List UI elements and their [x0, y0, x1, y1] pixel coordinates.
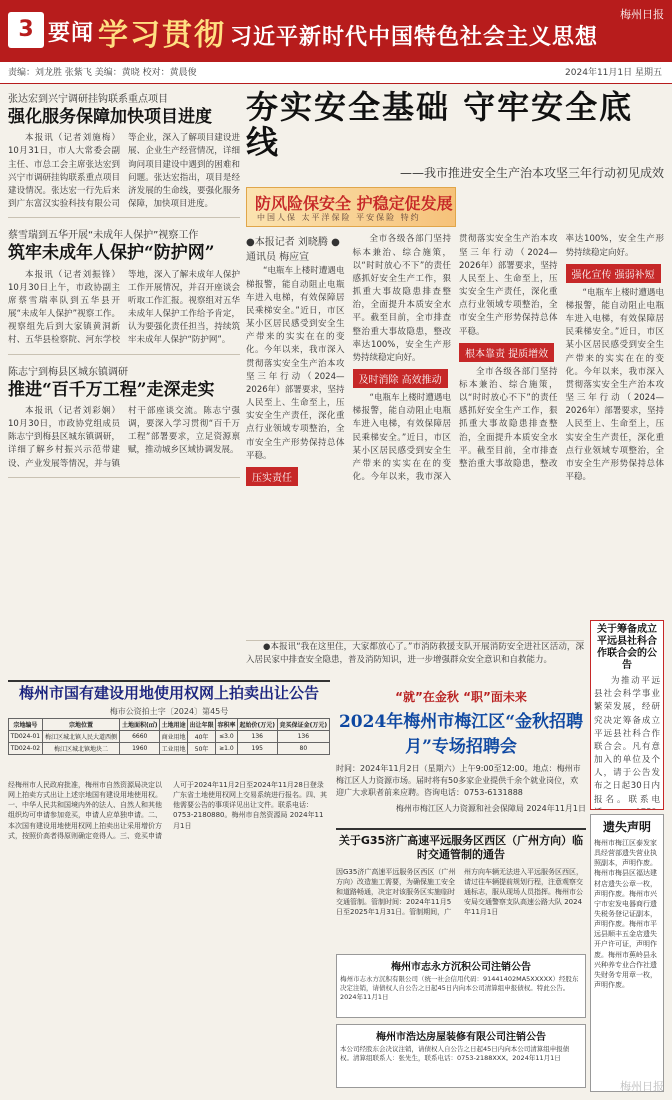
lead-byline: ●本报记者 刘晓腾 ●通讯员 梅应宣: [246, 237, 340, 264]
page-meta: [0, 62, 672, 84]
table-cell: 80: [277, 743, 329, 755]
table-header: 起始价(万元): [237, 719, 277, 731]
page-number-badge: 3: [8, 12, 44, 48]
lead-body: [246, 233, 664, 635]
table-header: 容积率: [216, 719, 238, 731]
table-header: 出让年限: [188, 719, 216, 731]
article-kicker: 蔡雪瑞到五华开展“未成年人保护”视察工作: [8, 230, 199, 242]
table-header: 土地面积(㎡): [120, 719, 160, 731]
company-notice-1[interactable]: [336, 954, 586, 1018]
table-cell: 136: [277, 731, 329, 743]
issue-date: 2024年11月1日 星期五: [565, 68, 662, 78]
table-header: 宗地编号: [9, 719, 43, 731]
article-body: 本报讯（记者刘振锋）10月30日上午，市政协副主席蔡雪瑞率队到五华县开展“未成年人保护”视察工作。视察组先后到大家镇黄洞新村、五华县检察院、河东学校等地，深入了解未成年人保护工作开展情况，并召开座谈会听取工作汇报。视察组对五华未成年人保护工作给予肯定，认为要强化责任担当，持续筑牢未成年人保护“防护网”。: [8, 269, 240, 346]
lead-paragraph: “电瓶车上楼时遭遇电梯报警，能自动阻止电瓶车进入电梯，有效保障居民乘梯安全。”近日，市区某小区居民感受到安全生产带来的实实在在的变化。今年以来，我市深入贯彻落实安全生产治本攻坚三年行动（2024—2026年）部署要求，坚持人民至上、生命至上，压实安全生产责任，深化重点行业领域专项整治，全市安全生产形势保持总体平稳。: [352, 234, 558, 483]
editors-line: 责编：刘龙胜 张紫飞 美编：黄晓 校对：黄晨俊: [8, 68, 197, 78]
lost-declarations-body: 梅州市梅江区泰发家具经营部遗失营业执照副本，声明作废。梅州市梅县区福达建材店遗失公章一枚，声明作废。梅州市兴宁市宏发电器商行遗失税务登记证副本，声明作废。梅州市平远县顺丰五金店遗失开户许可证，声明作废。梅州市蕉岭县永兴种养专业合作社遗失财务专用章一枚，声明作废。: [594, 839, 657, 989]
job-fair-issuer: 梅州市梅江区人力资源和社会保障局 2024年11月1日: [395, 804, 586, 813]
article-kicker: 陈志宁到梅县区城东镇调研: [8, 366, 128, 378]
sponsor-banner: [246, 187, 456, 227]
company-notice-title: 梅州市浩达房屋装修有限公司注销公告: [376, 1032, 546, 1043]
lead-headline[interactable]: 夯实安全基础 守牢安全底线: [246, 90, 634, 162]
table-cell: TD024-02: [9, 743, 43, 755]
article-body: 本报讯（记者刘彩娴）10月30日，市政协党组成员陈志宁到梅县区城东镇调研，详细了解乡村振兴示范带建设、产业发展等情况，并与镇村干部座谈交流。陈志宁强调，要深入学习贯彻“百千万工程”部署要求，立足资源禀赋，推动城乡区域协调发展。: [8, 405, 240, 469]
lost-declarations[interactable]: [590, 814, 664, 1092]
lost-declarations-title: 遗失声明: [602, 820, 651, 834]
table-cell: ≤3.0: [216, 731, 238, 743]
article-title[interactable]: 推进“百千万工程”走深走实: [8, 379, 215, 400]
table-header: 宗地位置: [42, 719, 120, 731]
table-row: [9, 731, 330, 743]
masthead: [0, 0, 672, 62]
job-fair-details: 时间：2024年11月2日（星期六）上午9:00至12:00。地点：梅州市梅江区人力资源市场。届时将有50多家企业提供千余个就业岗位，欢迎广大求职者前来应聘。咨询电话：0753-6131888: [336, 764, 581, 797]
committee-title: 关于筹备成立平远县社科合作联合会的公告: [597, 624, 657, 671]
lead-subhead: 根本靠责 提质增效: [459, 343, 554, 362]
traffic-notice-body: 因G35济广高速平远服务区西区（广州方向）改造施工需要，为确保施工安全和道路畅通，决定对该服务区实施临时交通管制。管制时间：2024年11月5日至2025年1月31日。管制期间，广州方向车辆无法进入平远服务区西区，请过往车辆提前规划行程，注意观察交通标志，服从现场人员指挥。梅州市公安局交通警察支队高速公路大队 2024年11月1日: [336, 867, 583, 917]
left-column: [8, 90, 240, 635]
watermark: 梅州日报: [620, 1080, 664, 1093]
table-header: 竞买保证金(万元): [277, 719, 329, 731]
table-cell: 商业用地: [160, 731, 188, 743]
table-cell: 工业用地: [160, 743, 188, 755]
article-1[interactable]: [8, 90, 240, 218]
company-notice-2[interactable]: [336, 1024, 586, 1088]
table-cell: 50年: [188, 743, 216, 755]
lead-subhead: 及时消除 高效推动: [353, 369, 448, 388]
table-cell: 195: [237, 743, 277, 755]
table-row: [9, 743, 330, 755]
sponsor-banner-tags: 中国人保 太平洋保险 平安保险 特约: [257, 213, 421, 223]
land-notice-title[interactable]: 梅州市国有建设用地使用权网上拍卖出让公告: [8, 680, 330, 706]
article-title[interactable]: 筑牢未成年人保护“防护网”: [8, 243, 215, 264]
table-header: 土地用途: [160, 719, 188, 731]
company-notice-title: 梅州市志永方沉积公司注销公告: [391, 962, 531, 973]
article-title[interactable]: 强化服务保障加快项目进度: [8, 107, 212, 127]
company-notice-body: 梅州市志永方沉积有限公司（统一社会信用代码：91441402MA5XXXXX）经股东决定注销，请债权人自公告之日起45日内向本公司清算组申报债权。特此公告。2024年11月1日: [340, 975, 579, 1002]
article-3[interactable]: [8, 363, 240, 478]
job-fair-title: 2024年梅州市梅江区“金秋招聘月”专场招聘会: [338, 712, 584, 757]
table-cell: 40年: [188, 731, 216, 743]
traffic-notice[interactable]: [336, 828, 586, 948]
lead-paragraph: “电瓶车上楼时遭遇电梯报警，能自动阻止电瓶车进入电梯，有效保障居民乘梯安全。”近日，市区某小区居民感受到安全生产带来的实实在在的变化。今年以来，我市深入贯彻落实安全生产治本攻坚三年行动（2024—2026年）部署要求，坚持人民至上、生命至上，压实安全生产责任，深化重点行业领域专项整治，全市安全生产形势保持总体平稳。: [565, 287, 664, 483]
article-body: 本报讯（记者刘施梅）10月31日，市人大常委会副主任、市总工会主席张达宏到兴宁市调研挂钩联系重点项目建设情况。张达宏一行先后来到广东富汉实验科技有限公司等企业，深入了解项目建设进展、企业生产经营情况，详细询问项目建设中遇到的困难和问题。张达宏指出，项目是经济发展的生命线，要强化服务保障，加快项目进度。: [8, 133, 240, 210]
job-fair-ad[interactable]: [336, 682, 586, 822]
lower-story: ●本报讯“我在这里住，大家都放心了。”市消防救援支队开展消防安全进社区活动，深入居民家中排查安全隐患，普及消防知识，进一步增强群众安全意识和自救能力。: [246, 640, 584, 682]
article-kicker: 张达宏到兴宁调研挂钩联系重点项目: [8, 94, 168, 105]
table-cell: ≥1.0: [216, 743, 238, 755]
table-cell: 6660: [120, 731, 160, 743]
sponsor-banner-title: 防风险保安全 护稳定促发展: [255, 194, 453, 214]
newspaper-logo: 梅州日报: [620, 8, 664, 21]
lead-body-grid: [246, 187, 664, 635]
committee-announcement[interactable]: [590, 620, 664, 810]
lead-paragraph: 全市各级各部门坚持标本兼治、综合施策，以“时时放心不下”的责任感抓好安全生产工作，狠抓重大事故隐患排查整治，全面提升本质安全水平。截至目前，全市排查整治重大事故隐患，整改率达100%，安全生产形势持续稳定向好。: [352, 234, 451, 363]
lead-subheadline: ——我市推进安全生产治本攻坚三年行动初见成效: [399, 166, 664, 181]
table-cell: TD024-01: [9, 731, 43, 743]
column-subtitle: 习近平新时代中国特色社会主义思想: [230, 25, 599, 50]
land-notice-subtitle: 梅市公资拍土字〔2024〕第45号: [109, 707, 229, 716]
lead-paragraph: “电瓶车上楼时遭遇电梯报警，能自动阻止电瓶车进入电梯，有效保障居民乘梯安全。”近日，市区某小区居民感受到安全生产带来的实实在在的变化。今年以来，我市深入贯彻落实安全生产治本攻坚三年行动（2024—2026年）部署要求，坚持人民至上、生命至上，压实安全生产责任，深化重点行业领域专项整治，全市安全生产形势保持总体平稳。: [246, 266, 345, 461]
table-header-row: [9, 719, 330, 731]
column-title: 学习贯彻: [98, 18, 226, 53]
land-notice-table: [8, 718, 330, 776]
lead-story[interactable]: [246, 90, 664, 635]
land-notice-body: 经梅州市人民政府批准，梅州市自然资源局决定以网上拍卖方式出让上述宗地国有建设用地使用权。一、中华人民共和国境内外的法人、自然人和其他组织均可申请参加竞买，申请人应单独申请。二、本次国有建设用地使用权网上拍卖出让采用增价方式，按照价高者得原则确定竞得人。三、竞买申请人可于2024年11月2日至2024年11月28日登录广东省土地使用权网上交易系统进行报名。四、其他需要公告的事项详见出让文件。联系电话：0753-2180880。梅州市自然资源局 2024年11月1日: [8, 781, 327, 840]
committee-body: 为推动平远县社会科学事业繁荣发展，经研究决定筹备成立平远县社科合作联合会。凡有意加入的单位及个人，请于公告发布之日起30日内报名。联系电: [594, 676, 660, 805]
section-label: 要闻: [48, 21, 95, 46]
job-fair-slogan: “就”在金秋 “职”面未来: [395, 690, 527, 704]
table-cell: 1960: [120, 743, 160, 755]
company-notice-body: 本公司经股东会决议注销，请债权人自公告之日起45日内向本公司清算组申报债权。清算组联系人：张先生，联系电话：0753-2188XXX。2024年11月1日: [340, 1045, 570, 1063]
article-2[interactable]: [8, 226, 240, 354]
table-cell: 梅江区城北镇人民大道西侧: [42, 731, 120, 743]
table-cell: 136: [237, 731, 277, 743]
lead-subhead: 压实责任: [246, 467, 298, 486]
lead-subhead: 强化宣传 强弱补短: [566, 264, 661, 283]
traffic-notice-title: 关于G35济广高速平远服务区西区（广州方向）临时交通管制的通告: [338, 834, 584, 862]
table-cell: 梅江区城北镇地块二: [42, 743, 120, 755]
lead-paragraph: 全市各级各部门坚持标本兼治、综合施策，以“时时放心不下”的责任感抓好安全生产工作，狠抓重大事故隐患排查整治，全面提升本质安全水平。截至目前，全市排查整治重大事故隐患，整改率达100%，安全生产形势持续稳定向好。: [459, 234, 664, 469]
